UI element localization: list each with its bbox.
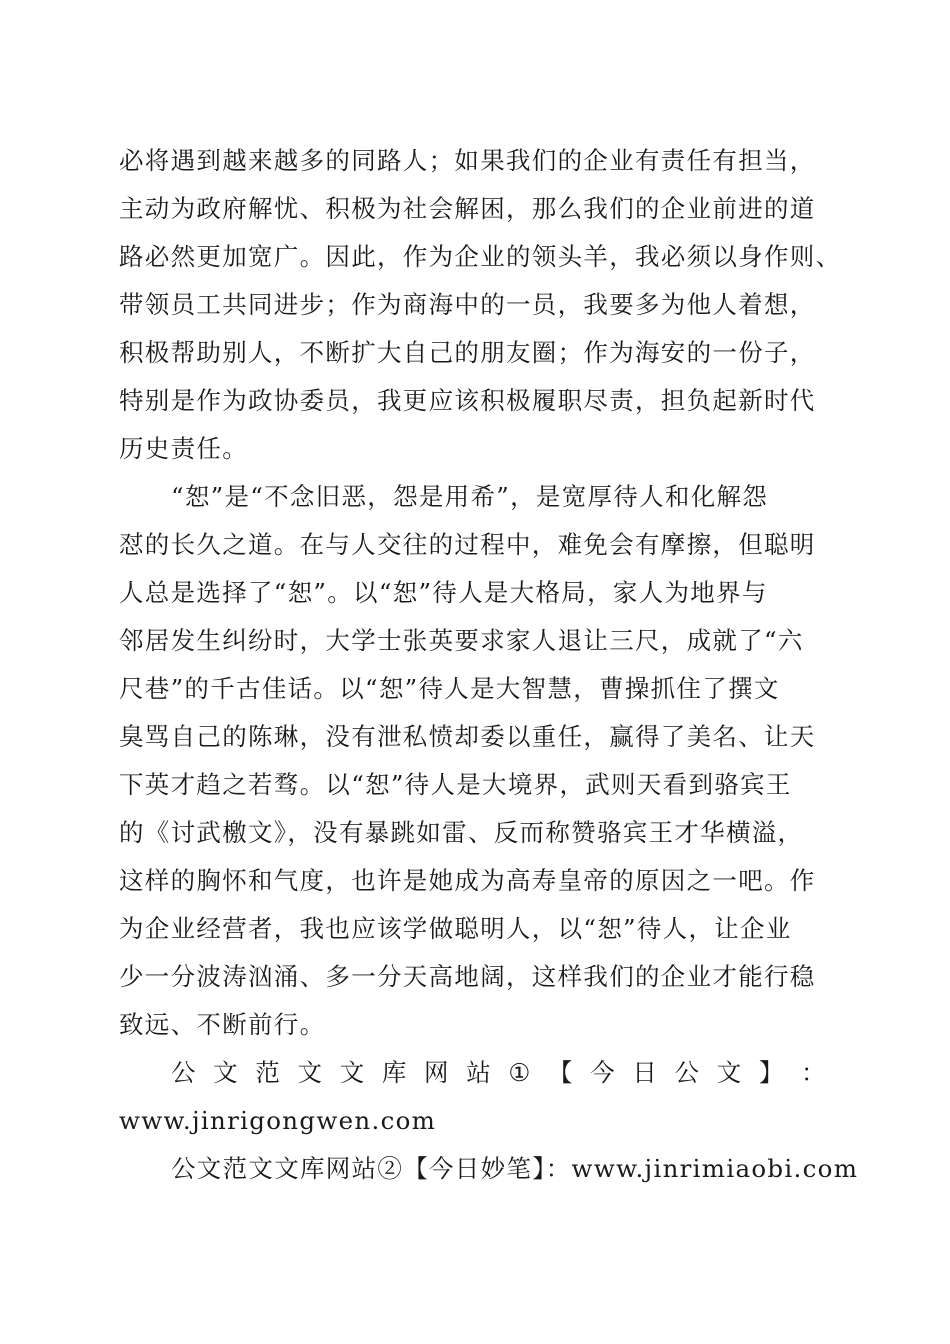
text-line: 下英才趋之若骛。以“恕”待人是大境界，武则天看到骆宾王: [119, 770, 792, 799]
text-line: 必将遇到越来越多的同路人；如果我们的企业有责任有担当，: [119, 146, 816, 175]
text-line: 臭骂自己的陈琳，没有泄私愤却委以重任，赢得了美名、让天: [119, 722, 816, 751]
site-1-char: 【: [548, 1058, 574, 1087]
text-line: 尺巷”的千古佳话。以“恕”待人是大智慧，曹操抓住了撰文: [119, 674, 780, 703]
site-1-url[interactable]: www.jinrigongwen.com: [119, 1106, 437, 1135]
site-1-char: 库: [381, 1058, 408, 1087]
site-1-char: 公: [171, 1058, 197, 1087]
site-2-line[interactable]: 公文范文文库网站②【今日妙笔】：www.jinrimiaobi.com: [171, 1154, 859, 1183]
text-line: 少一分波涛汹涌、多一分天高地阔，这样我们的企业才能行稳: [119, 962, 816, 991]
site-1-char: 站: [466, 1058, 493, 1087]
site-1-char: ：: [801, 1058, 827, 1087]
paragraph-forgiveness: [119, 477, 831, 1053]
text-line: 邻居发生纠纷时，大学士张英要求家人退让三尺，成就了“六: [119, 626, 804, 655]
site-1-char: 公: [674, 1058, 701, 1087]
site-1-char: 】: [758, 1058, 785, 1087]
site-1-char: ①: [508, 1058, 532, 1087]
text-line: 主动为政府解忧、积极为社会解困，那么我们的企业前进的道: [119, 194, 816, 223]
text-line: 积极帮助别人，不断扩大自己的朋友圈；作为海安的一份子，: [119, 338, 816, 367]
site-1-char: 今: [590, 1058, 616, 1087]
footer-links: [119, 1053, 859, 1197]
site-1-char: 文: [213, 1058, 239, 1087]
text-line: 这样的胸怀和气度，也许是她成为高寿皇帝的原因之一吧。作: [119, 866, 816, 895]
text-line: 人总是选择了“恕”。以“恕”待人是大格局，家人为地界与: [119, 578, 768, 607]
site-1-char: 范: [255, 1058, 282, 1087]
document-page: [119, 141, 859, 1197]
site-1-char: 文: [297, 1058, 324, 1087]
site-1-label: [119, 1053, 831, 1101]
text-line: 历史责任。: [119, 434, 248, 463]
text-line: 的《讨武檄文》，没有暴跳如雷、反而称赞骆宾王才华横溢，: [119, 818, 804, 847]
site-1-char: 日: [632, 1058, 659, 1087]
text-line: 带领员工共同进步；作为商海中的一员，我要多为他人着想，: [119, 290, 816, 319]
text-line: 特别是作为政协委员，我更应该积极履职尽责，担负起新时代: [119, 386, 816, 415]
paragraph-responsibility: [119, 141, 842, 477]
site-1-char: 文: [339, 1058, 366, 1087]
site-1-char: 文: [716, 1058, 743, 1087]
site-1-char: 网: [424, 1058, 450, 1087]
text-line: “恕”是“不念旧恶，怨是用希”，是宽厚待人和化解怨: [171, 482, 769, 511]
text-line: 怼的长久之道。在与人交往的过程中，难免会有摩擦，但聪明: [119, 530, 816, 559]
text-line: 为企业经营者，我也应该学做聪明人，以“恕”待人，让企业: [119, 914, 792, 943]
text-line: 路必然更加宽广。因此，作为企业的领头羊，我必须以身作则、: [119, 242, 842, 271]
text-line: 致远、不断前行。: [119, 1010, 326, 1039]
